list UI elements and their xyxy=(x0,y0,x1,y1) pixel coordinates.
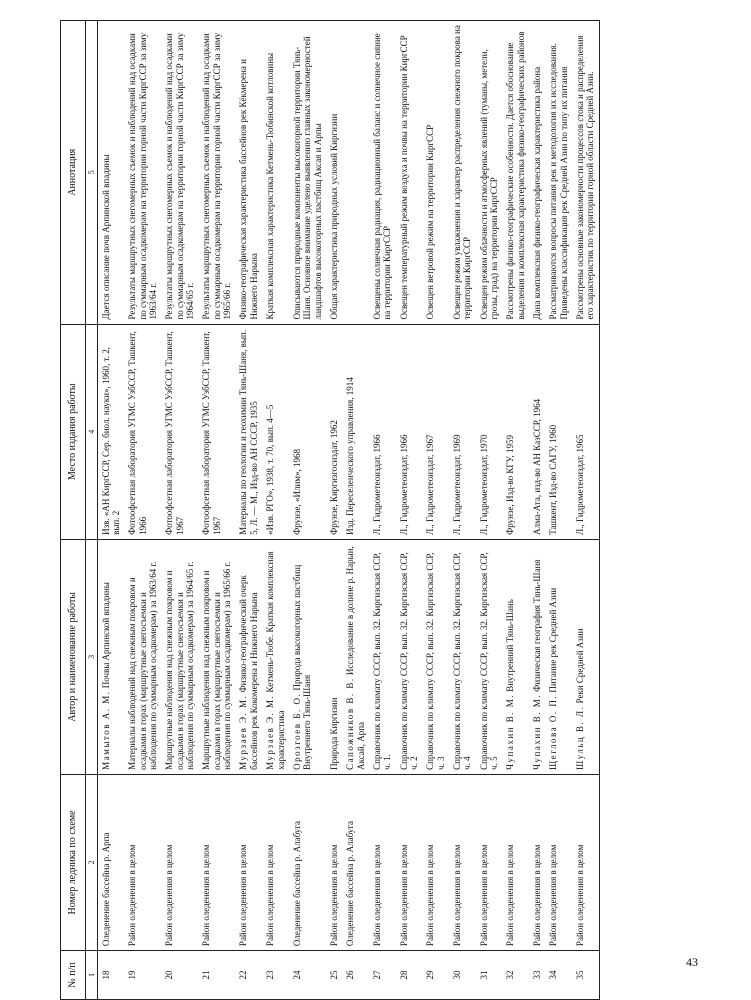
row-number: 35 xyxy=(575,970,586,980)
header-annotation: Аннотация xyxy=(61,21,86,325)
cell-number xyxy=(326,951,342,1000)
glacier-text: Район оледенения в целом xyxy=(532,844,543,947)
header-glacier: Номер ледника по схеме xyxy=(61,774,86,950)
cell-glacier xyxy=(97,774,124,950)
glacier-text: Район оледенения в целом xyxy=(265,844,276,947)
annotation-text: Краткая комплексная характеристика Кетмень-Тюбинской котловины xyxy=(265,52,276,320)
glacier-text: Район оледенения в целом xyxy=(328,844,339,947)
table-row xyxy=(422,21,449,1000)
cell-annotation xyxy=(198,21,235,325)
row-number: 22 xyxy=(238,970,249,980)
cell-number xyxy=(198,951,235,1000)
cell-author-title xyxy=(97,539,124,774)
cell-number xyxy=(545,951,572,1000)
glacier-text: Район оледенения в целом xyxy=(164,844,175,947)
annotation-text: Освещены солнечная радиация, радиационный баланс и солнечное сияние на территории КиргССР xyxy=(371,33,393,320)
work-title: Питание рек Средней Азии xyxy=(548,587,559,693)
cell-annotation xyxy=(289,21,326,325)
cell-glacier xyxy=(396,774,423,950)
table-row xyxy=(396,21,423,1000)
cell-annotation xyxy=(326,21,342,325)
cell-author-title xyxy=(326,539,342,774)
cell-glacier xyxy=(235,774,262,950)
cell-place xyxy=(502,324,529,539)
cell-author-title xyxy=(289,539,326,774)
place-text: Изв. «АН КиргССР, Сер. биол. науки», 1960, т. 2, вып. 2 xyxy=(100,347,122,535)
annotation-text: Результаты маршрутных снегомерных съемок и наблюдений над осадками по суммарным осадкомерам на территории горной части КиргССР за зиму 1965/66 г. xyxy=(201,32,233,320)
place-text: Фотоофсетная лаборатория УГМС УзбССР, Ташкент, 1967 xyxy=(201,331,222,535)
cell-number xyxy=(161,951,198,1000)
work-title: Физическая география Тянь-Шаня xyxy=(532,559,543,692)
cell-glacier xyxy=(262,774,289,950)
glacier-text: Район оледенения в целом xyxy=(575,844,586,947)
place-text: Л., Гидрометеоиздат, 1970 xyxy=(478,434,489,535)
cell-number xyxy=(97,951,124,1000)
work-title: Справочник по климату СССР, вып. 32. Киргизская ССР, ч. 4 xyxy=(451,552,473,770)
table-row xyxy=(369,21,396,1000)
cell-glacier xyxy=(289,774,326,950)
glacier-text: Район оледенения в целом xyxy=(425,844,436,947)
place-text: Ташкент, Изд-во САГУ, 1960 xyxy=(548,424,559,535)
glacier-text: Район оледенения в целом xyxy=(451,844,462,947)
place-text: Фрунзе, «Илим», 1968 xyxy=(291,449,302,535)
column-number-row xyxy=(85,21,97,1000)
page-number: 43 xyxy=(686,955,698,969)
cell-author-title xyxy=(422,539,449,774)
cell-author-title xyxy=(342,539,369,774)
cell-glacier xyxy=(369,774,396,950)
cell-annotation xyxy=(161,21,198,325)
author-name: Мурзаев Э. М. xyxy=(238,694,249,770)
work-title: Природа высокогорных пастбищ Внутреннего Тянь-Шаня xyxy=(291,564,313,770)
cell-number xyxy=(502,951,529,1000)
work-title: Природа Киргизии xyxy=(328,697,339,770)
annotation-text: Освещен температурный режим воздуха и почвы на территории КиргССР xyxy=(398,35,409,320)
cell-glacier xyxy=(326,774,342,950)
cell-annotation xyxy=(572,21,599,325)
table-row xyxy=(449,21,476,1000)
cell-author-title xyxy=(124,539,161,774)
column-number: 4 xyxy=(85,324,97,539)
cell-glacier xyxy=(502,774,529,950)
table-row xyxy=(161,21,198,1000)
table-row xyxy=(262,21,289,1000)
glacier-text: Район оледенения в целом xyxy=(398,844,409,947)
place-text: «Изв. РГО», 1938, т. 70, вып. 4—5 xyxy=(265,404,276,535)
annotation-text: Рассмотрены основные закономерности процессов стока и распределения его характеристик по территории горной области Средней Азии. xyxy=(575,35,596,320)
cell-place xyxy=(422,324,449,539)
cell-glacier xyxy=(124,774,161,950)
place-text: Л., Гидрометеоиздат, 1966 xyxy=(398,434,409,535)
rotated-table-frame xyxy=(60,20,720,1000)
work-title: Исследование в долине р. Нарын, Аксай, Арпа xyxy=(345,546,366,770)
bibliography-table xyxy=(60,20,600,1000)
cell-annotation xyxy=(369,21,396,325)
cell-author-title xyxy=(198,539,235,774)
row-number: 30 xyxy=(451,970,462,980)
place-text: Изд. Переселенческого управления, 1914 xyxy=(345,377,356,535)
annotation-text: Физико-географическая характеристика бассейнов рек Кёкмерена и Нижнего Нарына xyxy=(238,59,259,320)
cell-place xyxy=(326,324,342,539)
cell-author-title xyxy=(235,539,262,774)
row-number: 18 xyxy=(100,970,111,980)
author-name: Мурзаев Э. М. xyxy=(265,694,276,770)
annotation-text: Рассматриваются вопросы питания рек и методология их исследования. Приведены классификация рек Средней Азии по типу их питания xyxy=(548,43,569,320)
cell-number xyxy=(396,951,423,1000)
row-number: 25 xyxy=(328,970,339,980)
place-text: Фотоофсетная лаборатория УГМС УзбССР, Ташкент, 1966 xyxy=(127,331,148,535)
author-name: Орозгоев Б. О. xyxy=(291,692,302,770)
cell-glacier xyxy=(342,774,369,950)
glacier-text: Оледенение бассейна р. Алабуга xyxy=(291,820,302,947)
row-number: 20 xyxy=(164,970,175,980)
cell-number xyxy=(342,951,369,1000)
place-text: Л., Гидрометеоиздат, 1965 xyxy=(575,434,586,535)
place-text: Алма-Ата, изд-во АН КазССР, 1964 xyxy=(532,398,543,535)
cell-place xyxy=(572,324,599,539)
work-title: Справочник по климату СССР, вып. 32. Киргизская ССР, ч. 1. xyxy=(371,552,393,770)
annotation-text: Общая характеристика природных условий Киргизии xyxy=(328,113,339,320)
glacier-text: Район оледенения в целом xyxy=(127,844,138,947)
work-title: Справочник по климату СССР, вып. 32. Киргизская ССР, ч. 2 xyxy=(398,552,419,770)
table-row xyxy=(545,21,572,1000)
cell-glacier xyxy=(476,774,503,950)
cell-author-title xyxy=(476,539,503,774)
cell-place xyxy=(235,324,262,539)
cell-glacier xyxy=(161,774,198,950)
row-number: 31 xyxy=(478,970,489,980)
cell-place xyxy=(476,324,503,539)
glacier-text: Район оледенения в целом xyxy=(505,844,516,947)
place-text: Л., Гидрометеоиздат, 1966 xyxy=(371,434,382,535)
table-row xyxy=(502,21,529,1000)
glacier-text: Оледенение бассейна р. Алабуга xyxy=(345,820,356,947)
annotation-text: Результаты маршрутных снегомерных съемок и наблюдений над осадками по суммарным осадкомерам на территории горной части КиргССР за зиму 1963/64 г. xyxy=(127,32,159,320)
cell-annotation xyxy=(502,21,529,325)
table-row xyxy=(342,21,369,1000)
row-number: 29 xyxy=(425,970,436,980)
annotation-text: Освещен режим увлажнения и характер распределения снежного покрова на территории КиргССР xyxy=(451,25,473,320)
glacier-text: Оледенение бассейна р. Арпа xyxy=(100,832,111,947)
place-text: Л., Гидрометеоиздат, 1967 xyxy=(425,434,436,535)
annotation-text: Дана комплексная физико-географическая характеристика района xyxy=(532,66,543,320)
cell-place xyxy=(342,324,369,539)
work-title: Реки Средней Азии xyxy=(575,628,586,704)
cell-author-title xyxy=(396,539,423,774)
table-row xyxy=(529,21,545,1000)
work-title: Материалы наблюдений над снежным покровом и осадками в горах (маршрутные снегосъемки и наблюдения по суммарным осадкомерам) за 1963/64 г. xyxy=(127,561,159,770)
cell-glacier xyxy=(545,774,572,950)
glacier-text: Район оледенения в целом xyxy=(478,844,489,947)
cell-place xyxy=(545,324,572,539)
header-author-title: Автор и наименование работы xyxy=(61,539,86,774)
column-number: 3 xyxy=(85,539,97,774)
row-number: 24 xyxy=(291,970,302,980)
annotation-text: Результаты маршрутных снегомерных съемок и наблюдений над осадками по суммарным осадкомерам на территории горной части КиргССР за зиму 1964/65 г. xyxy=(164,32,196,320)
cell-annotation xyxy=(396,21,423,325)
cell-place xyxy=(262,324,289,539)
author-name: Щеглова О. П. xyxy=(548,694,559,770)
cell-annotation xyxy=(422,21,449,325)
cell-place xyxy=(396,324,423,539)
table-row xyxy=(124,21,161,1000)
cell-glacier xyxy=(449,774,476,950)
cell-author-title xyxy=(502,539,529,774)
place-text: Л., Гидрометеоиздат, 1969 xyxy=(451,434,462,535)
cell-annotation xyxy=(545,21,572,325)
row-number: 28 xyxy=(398,970,409,980)
author-name: Шульц В. Л. xyxy=(575,705,586,770)
cell-number xyxy=(529,951,545,1000)
work-title: Физико-географический очерк бассейнов рек Кокомерена и Нижнего Нарына xyxy=(238,575,259,770)
cell-annotation xyxy=(449,21,476,325)
work-title: Справочник по климату СССР, вып. 32. Киргизская ССР, ч. 5 xyxy=(478,552,499,770)
cell-place xyxy=(369,324,396,539)
cell-number xyxy=(262,951,289,1000)
cell-number xyxy=(124,951,161,1000)
table-row xyxy=(572,21,599,1000)
header-place: Место издания работы xyxy=(61,324,86,539)
row-number: 21 xyxy=(201,970,212,980)
work-title: Почвы Арпинской впадины xyxy=(100,582,111,689)
cell-author-title xyxy=(369,539,396,774)
author-name: Чупахин В. М. xyxy=(532,694,543,770)
cell-glacier xyxy=(198,774,235,950)
place-text: Фрунзе, Изд-во КГУ, 1959 xyxy=(505,435,516,535)
annotation-text: Описываются природные компоненты высокогорной территории Тянь-Шаня. Основное внимание уделено выявлению главных закономерностей ландшафтов высокогорных пастбищ Аксая и Арпы xyxy=(291,36,323,320)
glacier-text: Район оледенения в целом xyxy=(238,844,249,947)
cell-author-title xyxy=(529,539,545,774)
cell-author-title xyxy=(262,539,289,774)
column-number: 1 xyxy=(85,951,97,1000)
place-text: Фрунзе, Киргизгосиздат, 1962 xyxy=(328,420,339,535)
cell-number xyxy=(422,951,449,1000)
cell-glacier xyxy=(422,774,449,950)
column-number: 5 xyxy=(85,21,97,325)
annotation-text: Освещен режим облачности и атмосферных явлений (туманы, метели, грозы, град) на территории КиргССР xyxy=(478,49,499,320)
author-name: Чупахин В. М. xyxy=(505,694,516,770)
author-name: Сапожников В. В. xyxy=(345,677,356,770)
cell-place xyxy=(289,324,326,539)
cell-annotation xyxy=(97,21,124,325)
row-number: 19 xyxy=(127,970,138,980)
cell-author-title xyxy=(545,539,572,774)
header-row xyxy=(61,21,86,1000)
cell-annotation xyxy=(235,21,262,325)
cell-place xyxy=(529,324,545,539)
table-body xyxy=(97,21,599,1000)
row-number: 34 xyxy=(548,970,559,980)
cell-annotation xyxy=(476,21,503,325)
place-text: Фотоофсетная лаборатория УГМС УзбССР, Ташкент, 1967 xyxy=(164,331,185,535)
row-number: 26 xyxy=(345,970,356,980)
row-number: 23 xyxy=(265,970,276,980)
cell-number xyxy=(235,951,262,1000)
cell-author-title xyxy=(161,539,198,774)
row-number: 27 xyxy=(371,970,382,980)
cell-place xyxy=(449,324,476,539)
table-row xyxy=(198,21,235,1000)
annotation-text: Рассмотрены физико-географические особенности. Дается обоснование выделения и комплексная характеристика физико-географических районов xyxy=(505,31,526,320)
cell-place xyxy=(124,324,161,539)
cell-number xyxy=(449,951,476,1000)
cell-number xyxy=(572,951,599,1000)
row-number: 32 xyxy=(505,970,516,980)
table-row xyxy=(476,21,503,1000)
cell-number xyxy=(289,951,326,1000)
table-row xyxy=(97,21,124,1000)
cell-place xyxy=(161,324,198,539)
cell-number xyxy=(476,951,503,1000)
cell-author-title xyxy=(572,539,599,774)
cell-place xyxy=(198,324,235,539)
cell-place xyxy=(97,324,124,539)
cell-number xyxy=(369,951,396,1000)
cell-annotation xyxy=(124,21,161,325)
glacier-text: Район оледенения в целом xyxy=(371,844,382,947)
cell-annotation xyxy=(342,21,369,325)
cell-annotation xyxy=(262,21,289,325)
work-title: Маршрутные наблюдения над снежным покровом и осадками в горах (маршрутные снегосъемки и наблюдения по суммарным осадкомерам) за 1964/65 г. xyxy=(164,561,196,770)
header-number: № п/п xyxy=(61,951,86,1000)
cell-annotation xyxy=(529,21,545,325)
glacier-text: Район оледенения в целом xyxy=(548,844,559,947)
cell-glacier xyxy=(529,774,545,950)
table-row xyxy=(326,21,342,1000)
cell-glacier xyxy=(572,774,599,950)
work-title: Справочник по климату СССР, вып. 32. Киргизская ССР, ч. 3 xyxy=(425,552,446,770)
work-title: Маршрутные наблюдения над снежным покровом и осадками в горах (маршрутные снегосъемки и наблюдения по суммарным осадкомерам) за 1965/66 г. xyxy=(201,561,233,770)
annotation-text: Дается описание почв Арпинской впадины xyxy=(100,154,111,320)
cell-author-title xyxy=(449,539,476,774)
row-number: 33 xyxy=(532,970,543,980)
work-title: Кетмень-Тюбе. Краткая комплексная характеристика xyxy=(265,551,286,770)
author-name: Мамытов А. М. xyxy=(100,690,111,770)
annotation-text: Освещен ветровой режим на территории КиргССР xyxy=(425,124,436,320)
glacier-text: Район оледенения в целом xyxy=(201,844,212,947)
place-text: Материалы по геологии и геохимии Тянь-Шаня, вып. 5, Л. — М., Изд-во АН СССР, 1935 xyxy=(238,330,259,535)
table-row xyxy=(289,21,326,1000)
column-number: 2 xyxy=(85,774,97,950)
work-title: Внутренний Тянь-Шань xyxy=(505,599,516,692)
table-row xyxy=(235,21,262,1000)
